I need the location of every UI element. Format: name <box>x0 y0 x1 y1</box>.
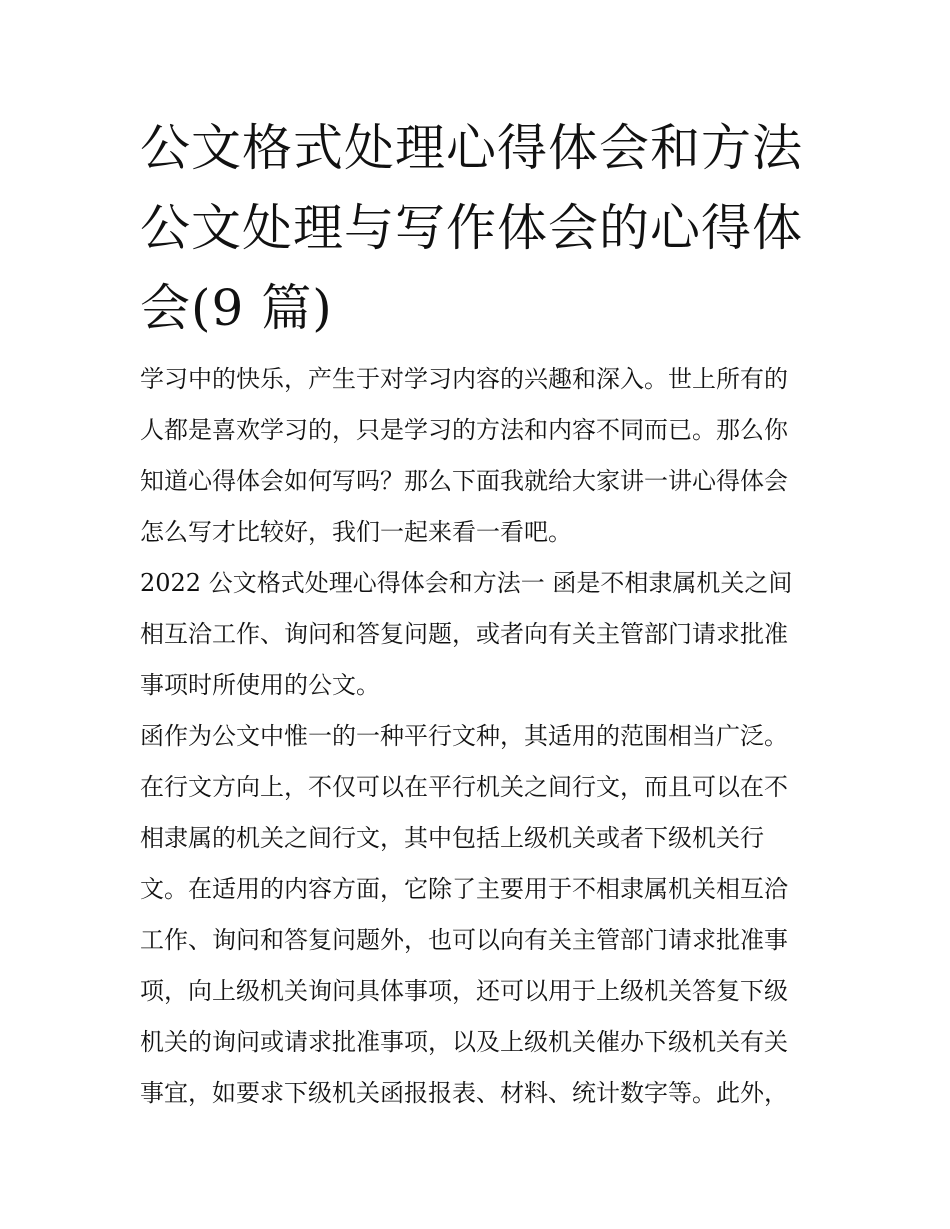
body-line: 文。在适用的内容方面，它除了主要用于不相隶属机关相互洽 <box>140 875 788 903</box>
body-line: 机关的询问或请求批准事项，以及上级机关催办下级机关有关 <box>140 1028 788 1056</box>
title-line: 公文格式处理心得体会和方法 <box>140 119 803 177</box>
body-line: 相互洽工作、询问和答复问题，或者向有关主管部门请求批准 <box>140 620 788 648</box>
document-title <box>140 108 820 348</box>
body-line: 人都是喜欢学习的，只是学习的方法和内容不同而已。那么你 <box>140 416 788 444</box>
body-line: 怎么写才比较好，我们一起来看一看吧。 <box>140 518 572 546</box>
body-line: 学习中的快乐，产生于对学习内容的兴趣和深入。世上所有的 <box>140 365 788 393</box>
body-line: 工作、询问和答复问题外，也可以向有关主管部门请求批准事 <box>140 926 788 954</box>
body-line: 事项时所使用的公文。 <box>140 671 380 699</box>
body-line: 2022 公文格式处理心得体会和方法一 函是不相隶属机关之间 <box>140 569 793 597</box>
title-line: 会(9 篇) <box>140 279 333 337</box>
body-line: 事宜，如要求下级机关函报报表、材料、统计数字等。此外， <box>140 1079 788 1107</box>
body-line: 函作为公文中惟一的一种平行文种，其适用的范围相当广泛。 <box>140 722 788 750</box>
body-line: 知道心得体会如何写吗？那么下面我就给大家讲一讲心得体会 <box>140 467 788 495</box>
document-body <box>140 354 820 1119</box>
body-line: 相隶属的机关之间行文，其中包括上级机关或者下级机关行 <box>140 824 764 852</box>
title-line: 公文处理与写作体会的心得体 <box>140 199 803 257</box>
body-line: 项，向上级机关询问具体事项，还可以用于上级机关答复下级 <box>140 977 788 1005</box>
body-line: 在行文方向上，不仅可以在平行机关之间行文，而且可以在不 <box>140 773 788 801</box>
